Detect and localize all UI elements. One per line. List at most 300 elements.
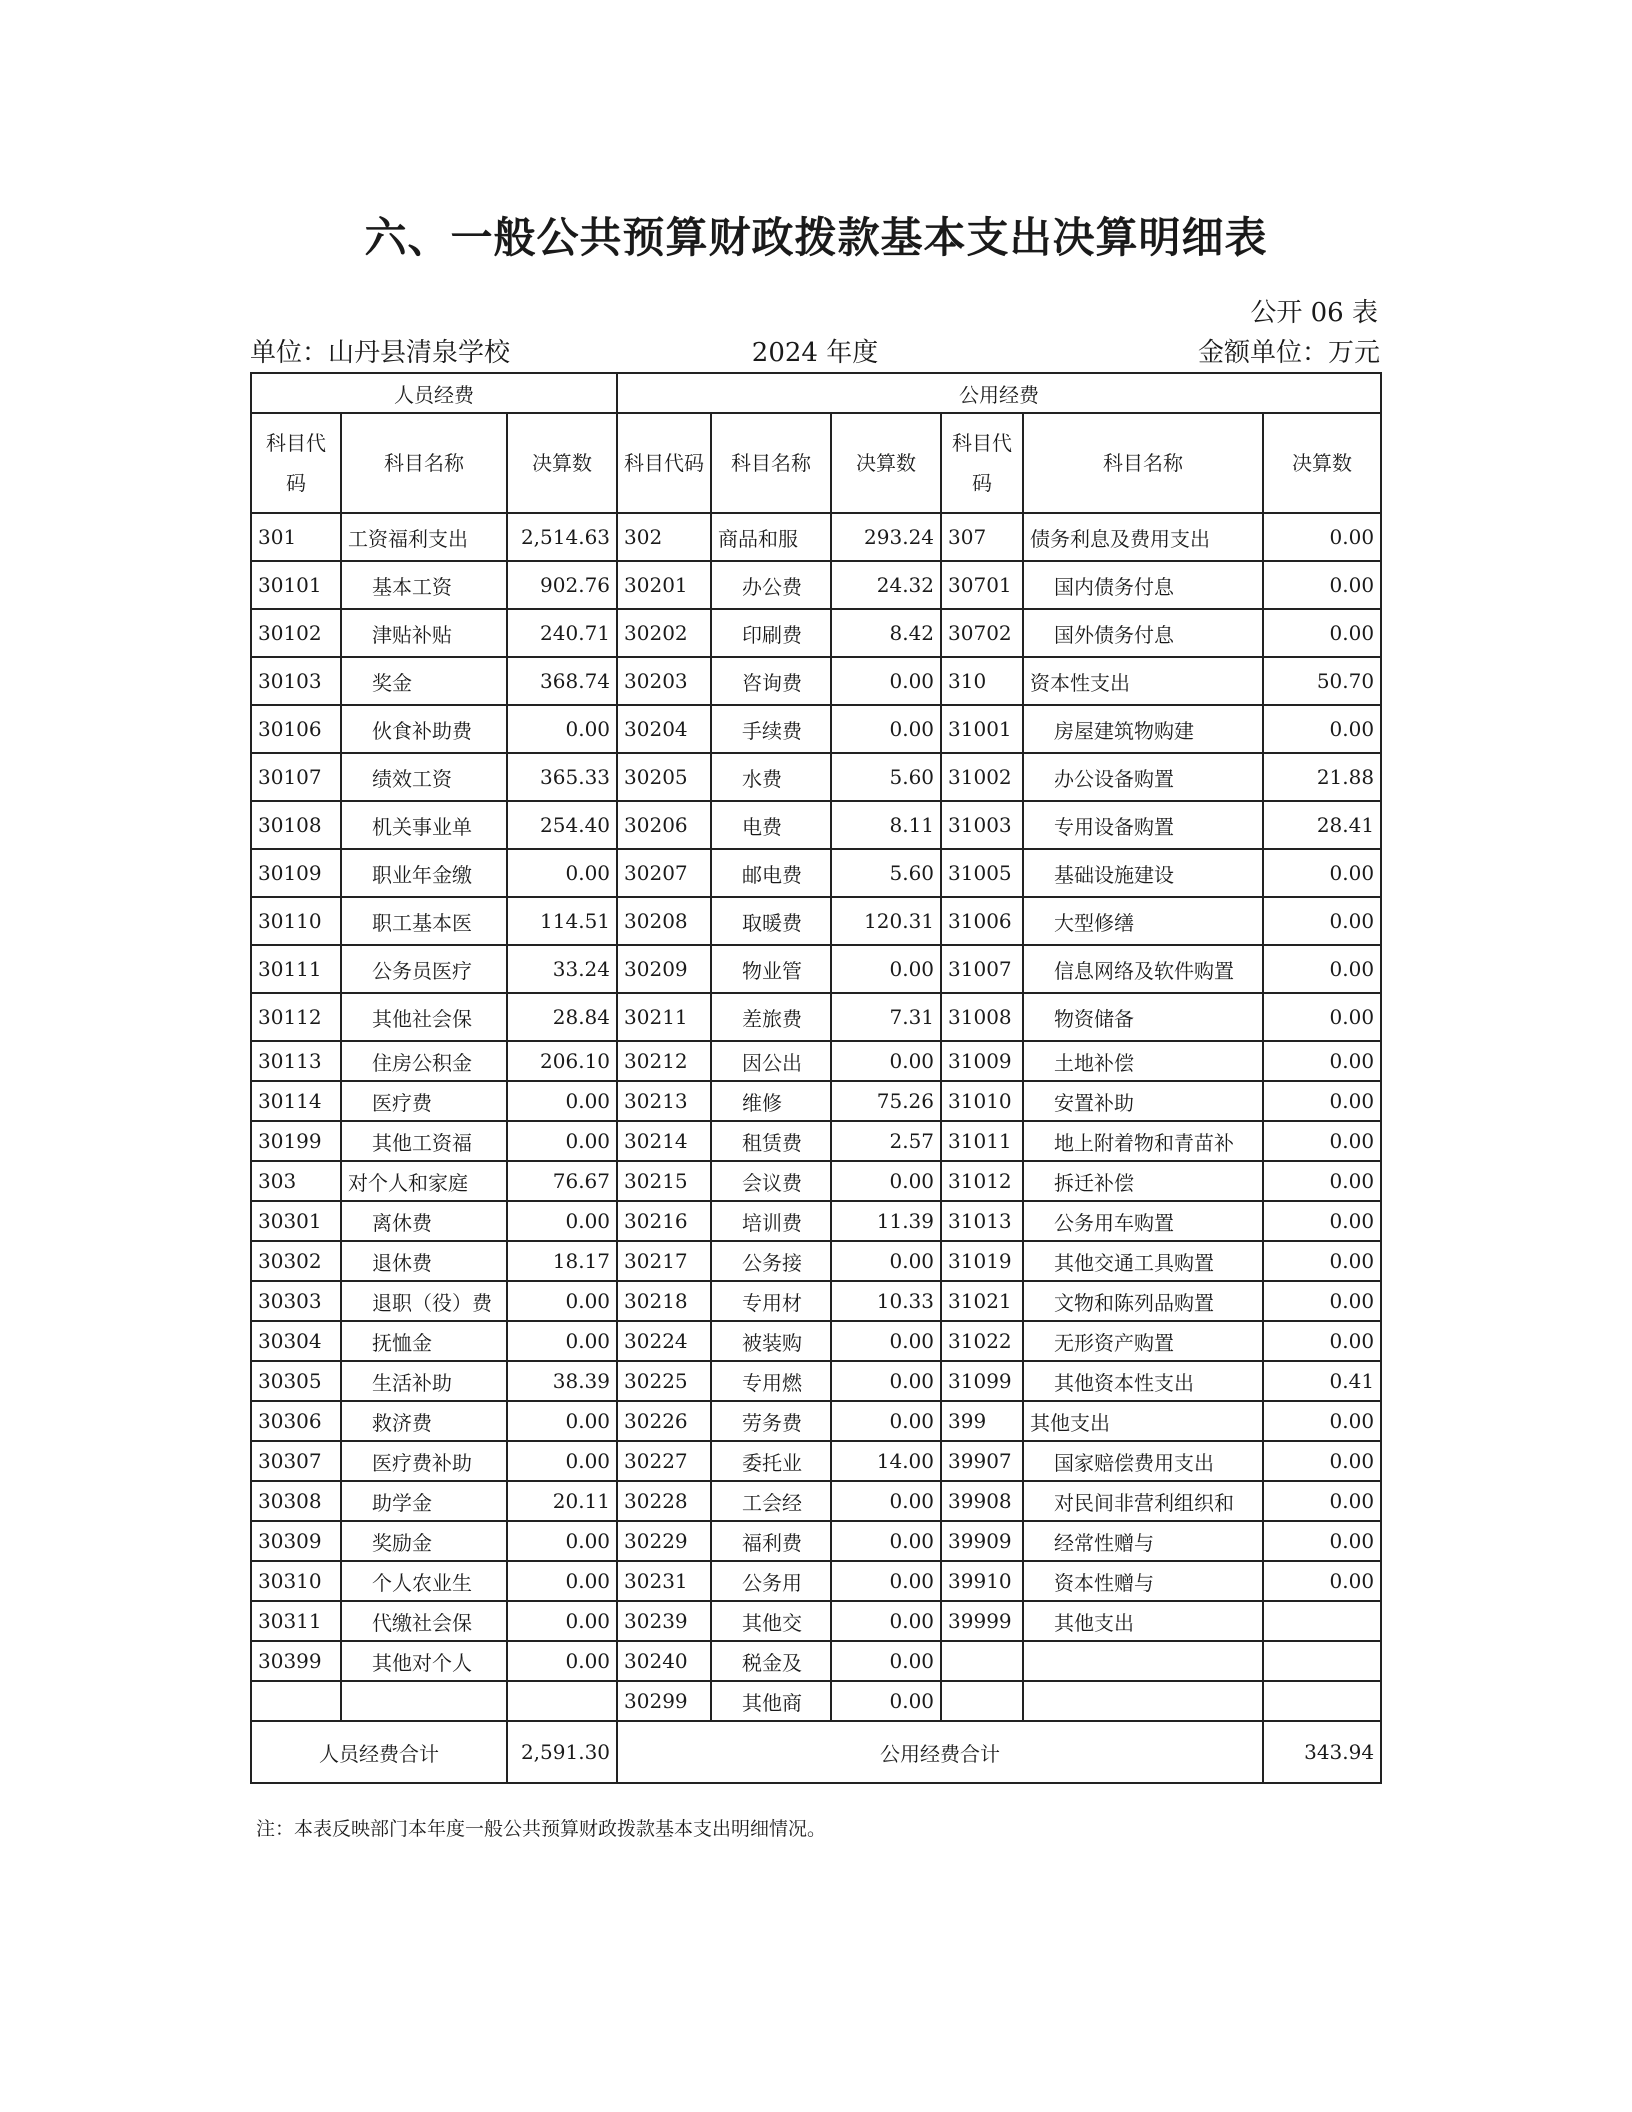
cell-code-1: 30113 xyxy=(251,1041,341,1081)
cell-name-1: 医疗费 xyxy=(341,1081,507,1121)
cell-amount-3: 28.41 xyxy=(1263,801,1381,849)
cell-name-1: 奖励金 xyxy=(341,1521,507,1561)
cell-amount-2: 0.00 xyxy=(831,1041,941,1081)
cell-amount-2: 10.33 xyxy=(831,1281,941,1321)
header-name-2: 科目名称 xyxy=(711,413,831,513)
cell-code-3: 31003 xyxy=(941,801,1023,849)
cell-name-3: 其他资本性支出 xyxy=(1023,1361,1263,1401)
cell-amount-3: 0.00 xyxy=(1263,513,1381,561)
cell-amount-1: 38.39 xyxy=(507,1361,617,1401)
cell-name-3: 房屋建筑物购建 xyxy=(1023,705,1263,753)
cell-code-1: 30308 xyxy=(251,1481,341,1521)
cell-name-1: 基本工资 xyxy=(341,561,507,609)
cell-name-1: 离休费 xyxy=(341,1201,507,1241)
cell-name-2: 手续费 xyxy=(711,705,831,753)
cell-code-1: 30199 xyxy=(251,1121,341,1161)
cell-amount-1: 0.00 xyxy=(507,705,617,753)
cell-name-2: 电费 xyxy=(711,801,831,849)
cell-name-3: 物资储备 xyxy=(1023,993,1263,1041)
table-row xyxy=(251,801,1381,849)
cell-name-2: 取暖费 xyxy=(711,897,831,945)
cell-amount-1: 2,514.63 xyxy=(507,513,617,561)
table-row xyxy=(251,513,1381,561)
public-total-label: 公用经费合计 xyxy=(617,1721,1263,1783)
cell-amount-1: 368.74 xyxy=(507,657,617,705)
cell-name-1: 生活补助 xyxy=(341,1361,507,1401)
cell-amount-3: 0.41 xyxy=(1263,1361,1381,1401)
cell-amount-3: 0.00 xyxy=(1263,993,1381,1041)
cell-amount-1: 0.00 xyxy=(507,1121,617,1161)
cell-name-1: 退休费 xyxy=(341,1241,507,1281)
cell-amount-3: 0.00 xyxy=(1263,1401,1381,1441)
cell-code-3: 399 xyxy=(941,1401,1023,1441)
cell-amount-2: 0.00 xyxy=(831,1521,941,1561)
cell-name-3: 国家赔偿费用支出 xyxy=(1023,1441,1263,1481)
cell-name-3: 公务用车购置 xyxy=(1023,1201,1263,1241)
cell-name-3: 信息网络及软件购置 xyxy=(1023,945,1263,993)
cell-name-2: 培训费 xyxy=(711,1201,831,1241)
cell-name-2: 印刷费 xyxy=(711,609,831,657)
cell-amount-2: 293.24 xyxy=(831,513,941,561)
cell-amount-3: 0.00 xyxy=(1263,1241,1381,1281)
cell-amount-1: 0.00 xyxy=(507,1561,617,1601)
header-amount-3: 决算数 xyxy=(1263,413,1381,513)
cell-amount-2: 0.00 xyxy=(831,1161,941,1201)
cell-code-1: 30309 xyxy=(251,1521,341,1561)
cell-amount-1: 365.33 xyxy=(507,753,617,801)
header-code-3: 科目代码 xyxy=(941,413,1023,513)
section-public: 公用经费 xyxy=(617,373,1381,413)
cell-amount-3: 0.00 xyxy=(1263,1041,1381,1081)
cell-code-1: 30307 xyxy=(251,1441,341,1481)
totals-row xyxy=(251,1721,1381,1783)
header-code-1: 科目代码 xyxy=(251,413,341,513)
table-row xyxy=(251,945,1381,993)
cell-amount-2: 120.31 xyxy=(831,897,941,945)
cell-code-1: 30302 xyxy=(251,1241,341,1281)
cell-code-2: 30240 xyxy=(617,1641,711,1681)
cell-amount-3: 0.00 xyxy=(1263,1561,1381,1601)
table-row xyxy=(251,1121,1381,1161)
cell-amount-3: 0.00 xyxy=(1263,897,1381,945)
cell-code-3: 310 xyxy=(941,657,1023,705)
cell-amount-3: 0.00 xyxy=(1263,705,1381,753)
cell-code-1: 30102 xyxy=(251,609,341,657)
cell-name-3: 其他支出 xyxy=(1023,1401,1263,1441)
cell-code-1: 30399 xyxy=(251,1641,341,1681)
cell-code-2: 30218 xyxy=(617,1281,711,1321)
cell-code-2: 302 xyxy=(617,513,711,561)
cell-code-3 xyxy=(941,1681,1023,1721)
cell-code-1: 30305 xyxy=(251,1361,341,1401)
header-name-1: 科目名称 xyxy=(341,413,507,513)
cell-amount-1: 0.00 xyxy=(507,1281,617,1321)
cell-name-3: 对民间非营利组织和 xyxy=(1023,1481,1263,1521)
cell-amount-2: 0.00 xyxy=(831,705,941,753)
table-row xyxy=(251,1441,1381,1481)
cell-name-1: 其他社会保 xyxy=(341,993,507,1041)
cell-name-1: 工资福利支出 xyxy=(341,513,507,561)
cell-code-1: 303 xyxy=(251,1161,341,1201)
table-row xyxy=(251,561,1381,609)
public-total-value: 343.94 xyxy=(1263,1721,1381,1783)
cell-amount-3 xyxy=(1263,1601,1381,1641)
cell-code-2: 30299 xyxy=(617,1681,711,1721)
cell-name-2: 被装购 xyxy=(711,1321,831,1361)
cell-code-2: 30204 xyxy=(617,705,711,753)
cell-amount-3: 21.88 xyxy=(1263,753,1381,801)
cell-amount-1: 33.24 xyxy=(507,945,617,993)
cell-name-2: 税金及 xyxy=(711,1641,831,1681)
table-row xyxy=(251,1561,1381,1601)
cell-name-1 xyxy=(341,1681,507,1721)
cell-name-1: 机关事业单 xyxy=(341,801,507,849)
cell-name-2: 办公费 xyxy=(711,561,831,609)
cell-name-1: 伙食补助费 xyxy=(341,705,507,753)
cell-name-1: 公务员医疗 xyxy=(341,945,507,993)
cell-code-3: 30701 xyxy=(941,561,1023,609)
year-label: 2024 年度 xyxy=(751,338,879,368)
cell-code-2: 30228 xyxy=(617,1481,711,1521)
cell-code-2: 30211 xyxy=(617,993,711,1041)
cell-code-2: 30215 xyxy=(617,1161,711,1201)
cell-amount-2: 8.11 xyxy=(831,801,941,849)
cell-code-3: 31008 xyxy=(941,993,1023,1041)
section-header-row xyxy=(251,373,1381,413)
cell-code-1: 30110 xyxy=(251,897,341,945)
cell-amount-2: 24.32 xyxy=(831,561,941,609)
cell-code-2: 30213 xyxy=(617,1081,711,1121)
cell-name-3: 办公设备购置 xyxy=(1023,753,1263,801)
cell-name-3: 经常性赠与 xyxy=(1023,1521,1263,1561)
cell-amount-2: 0.00 xyxy=(831,945,941,993)
cell-name-2: 其他交 xyxy=(711,1601,831,1641)
cell-amount-1: 18.17 xyxy=(507,1241,617,1281)
cell-name-3: 专用设备购置 xyxy=(1023,801,1263,849)
cell-amount-1: 240.71 xyxy=(507,609,617,657)
cell-code-3: 39999 xyxy=(941,1601,1023,1641)
cell-name-2: 工会经 xyxy=(711,1481,831,1521)
cell-amount-1: 902.76 xyxy=(507,561,617,609)
cell-name-3: 国内债务付息 xyxy=(1023,561,1263,609)
cell-code-1: 30111 xyxy=(251,945,341,993)
table-row xyxy=(251,609,1381,657)
table-row xyxy=(251,1201,1381,1241)
cell-amount-1: 206.10 xyxy=(507,1041,617,1081)
cell-code-2: 30206 xyxy=(617,801,711,849)
cell-name-1: 其他工资福 xyxy=(341,1121,507,1161)
cell-amount-2: 7.31 xyxy=(831,993,941,1041)
cell-amount-3: 0.00 xyxy=(1263,1081,1381,1121)
cell-name-1: 退职（役）费 xyxy=(341,1281,507,1321)
cell-amount-2: 75.26 xyxy=(831,1081,941,1121)
cell-name-1: 津贴补贴 xyxy=(341,609,507,657)
cell-code-1: 30101 xyxy=(251,561,341,609)
cell-amount-1: 0.00 xyxy=(507,1641,617,1681)
cell-name-3: 资本性赠与 xyxy=(1023,1561,1263,1601)
table-row xyxy=(251,849,1381,897)
cell-amount-2: 0.00 xyxy=(831,1321,941,1361)
table-row xyxy=(251,657,1381,705)
cell-amount-3: 0.00 xyxy=(1263,1161,1381,1201)
section-personnel: 人员经费 xyxy=(251,373,617,413)
table-row xyxy=(251,1321,1381,1361)
cell-name-2: 水费 xyxy=(711,753,831,801)
cell-amount-3: 0.00 xyxy=(1263,1201,1381,1241)
cell-code-3: 31007 xyxy=(941,945,1023,993)
cell-amount-2: 0.00 xyxy=(831,1241,941,1281)
cell-code-3: 31001 xyxy=(941,705,1023,753)
cell-name-3: 无形资产购置 xyxy=(1023,1321,1263,1361)
cell-name-3: 资本性支出 xyxy=(1023,657,1263,705)
unit-label: 单位：山丹县清泉学校 xyxy=(250,338,511,368)
cell-name-3: 其他交通工具购置 xyxy=(1023,1241,1263,1281)
cell-code-3: 30702 xyxy=(941,609,1023,657)
cell-code-2: 30229 xyxy=(617,1521,711,1561)
cell-amount-2: 0.00 xyxy=(831,1481,941,1521)
cell-amount-1: 76.67 xyxy=(507,1161,617,1201)
cell-name-2: 公务接 xyxy=(711,1241,831,1281)
cell-amount-2: 11.39 xyxy=(831,1201,941,1241)
cell-code-3: 31012 xyxy=(941,1161,1023,1201)
cell-code-1: 30301 xyxy=(251,1201,341,1241)
cell-amount-3: 0.00 xyxy=(1263,609,1381,657)
cell-name-2: 专用燃 xyxy=(711,1361,831,1401)
column-header-row xyxy=(251,413,1381,513)
cell-name-2: 福利费 xyxy=(711,1521,831,1561)
cell-amount-2: 0.00 xyxy=(831,1681,941,1721)
cell-amount-3 xyxy=(1263,1681,1381,1721)
cell-amount-2: 0.00 xyxy=(831,1641,941,1681)
cell-name-1: 职业年金缴 xyxy=(341,849,507,897)
cell-code-3: 31011 xyxy=(941,1121,1023,1161)
cell-name-3: 地上附着物和青苗补 xyxy=(1023,1121,1263,1161)
cell-code-3: 39909 xyxy=(941,1521,1023,1561)
expenditure-table xyxy=(250,372,1382,1784)
cell-code-3: 307 xyxy=(941,513,1023,561)
cell-amount-1: 0.00 xyxy=(507,1081,617,1121)
cell-code-2: 30202 xyxy=(617,609,711,657)
cell-code-1: 30109 xyxy=(251,849,341,897)
cell-code-2: 30201 xyxy=(617,561,711,609)
cell-amount-2: 5.60 xyxy=(831,753,941,801)
cell-name-3: 债务利息及费用支出 xyxy=(1023,513,1263,561)
cell-code-1: 30306 xyxy=(251,1401,341,1441)
cell-amount-3: 0.00 xyxy=(1263,1521,1381,1561)
cell-amount-3 xyxy=(1263,1641,1381,1681)
cell-name-2: 差旅费 xyxy=(711,993,831,1041)
cell-amount-1: 0.00 xyxy=(507,849,617,897)
cell-name-2: 咨询费 xyxy=(711,657,831,705)
cell-code-3: 31013 xyxy=(941,1201,1023,1241)
table-row xyxy=(251,753,1381,801)
cell-amount-1: 0.00 xyxy=(507,1201,617,1241)
cell-code-3 xyxy=(941,1641,1023,1681)
cell-code-2: 30239 xyxy=(617,1601,711,1641)
table-row xyxy=(251,1361,1381,1401)
cell-name-2: 其他商 xyxy=(711,1681,831,1721)
cell-amount-1: 0.00 xyxy=(507,1601,617,1641)
page-title: 六、一般公共预算财政拨款基本支出决算明细表 xyxy=(364,213,1268,262)
cell-name-2: 维修 xyxy=(711,1081,831,1121)
cell-code-2: 30212 xyxy=(617,1041,711,1081)
cell-amount-2: 2.57 xyxy=(831,1121,941,1161)
cell-amount-3: 0.00 xyxy=(1263,1441,1381,1481)
cell-code-2: 30209 xyxy=(617,945,711,993)
cell-amount-3: 50.70 xyxy=(1263,657,1381,705)
table-row xyxy=(251,993,1381,1041)
cell-amount-3: 0.00 xyxy=(1263,849,1381,897)
header-name-3: 科目名称 xyxy=(1023,413,1263,513)
cell-name-1: 抚恤金 xyxy=(341,1321,507,1361)
cell-code-1: 30310 xyxy=(251,1561,341,1601)
cell-name-3: 其他支出 xyxy=(1023,1601,1263,1641)
cell-amount-2: 0.00 xyxy=(831,657,941,705)
cell-code-1: 30103 xyxy=(251,657,341,705)
cell-code-3: 31022 xyxy=(941,1321,1023,1361)
money-unit-label: 金额单位：万元 xyxy=(1197,338,1380,368)
cell-code-1: 30106 xyxy=(251,705,341,753)
cell-name-2: 公务用 xyxy=(711,1561,831,1601)
cell-amount-1: 0.00 xyxy=(507,1401,617,1441)
cell-name-1: 个人农业生 xyxy=(341,1561,507,1601)
header-code-2: 科目代码 xyxy=(617,413,711,513)
cell-name-2: 商品和服 xyxy=(711,513,831,561)
cell-code-1: 301 xyxy=(251,513,341,561)
table-row xyxy=(251,1161,1381,1201)
cell-code-1: 30311 xyxy=(251,1601,341,1641)
cell-name-1: 其他对个人 xyxy=(341,1641,507,1681)
cell-amount-3: 0.00 xyxy=(1263,945,1381,993)
cell-code-2: 30231 xyxy=(617,1561,711,1601)
cell-amount-2: 0.00 xyxy=(831,1561,941,1601)
cell-amount-1: 0.00 xyxy=(507,1321,617,1361)
cell-name-3: 国外债务付息 xyxy=(1023,609,1263,657)
cell-name-1: 代缴社会保 xyxy=(341,1601,507,1641)
table-row xyxy=(251,1081,1381,1121)
cell-code-2: 30227 xyxy=(617,1441,711,1481)
cell-amount-1: 20.11 xyxy=(507,1481,617,1521)
cell-code-3: 31009 xyxy=(941,1041,1023,1081)
table-row xyxy=(251,1681,1381,1721)
cell-amount-1: 0.00 xyxy=(507,1521,617,1561)
cell-amount-1: 0.00 xyxy=(507,1441,617,1481)
cell-amount-3: 0.00 xyxy=(1263,1121,1381,1161)
cell-amount-1 xyxy=(507,1681,617,1721)
cell-code-2: 30216 xyxy=(617,1201,711,1241)
cell-name-3: 文物和陈列品购置 xyxy=(1023,1281,1263,1321)
cell-amount-1: 28.84 xyxy=(507,993,617,1041)
cell-name-1: 助学金 xyxy=(341,1481,507,1521)
cell-code-3: 31019 xyxy=(941,1241,1023,1281)
cell-code-3: 39910 xyxy=(941,1561,1023,1601)
cell-code-2: 30205 xyxy=(617,753,711,801)
footnote: 注：本表反映部门本年度一般公共预算财政拨款基本支出明细情况。 xyxy=(256,1818,827,1840)
cell-name-3: 基础设施建设 xyxy=(1023,849,1263,897)
cell-code-1: 30303 xyxy=(251,1281,341,1321)
cell-amount-3: 0.00 xyxy=(1263,1321,1381,1361)
cell-name-1: 对个人和家庭 xyxy=(341,1161,507,1201)
cell-code-2: 30208 xyxy=(617,897,711,945)
table-row xyxy=(251,1041,1381,1081)
cell-name-2: 邮电费 xyxy=(711,849,831,897)
cell-code-1 xyxy=(251,1681,341,1721)
cell-name-1: 住房公积金 xyxy=(341,1041,507,1081)
cell-code-3: 31006 xyxy=(941,897,1023,945)
table-row xyxy=(251,1521,1381,1561)
cell-name-2: 物业管 xyxy=(711,945,831,993)
cell-code-1: 30112 xyxy=(251,993,341,1041)
cell-code-2: 30203 xyxy=(617,657,711,705)
table-row xyxy=(251,1241,1381,1281)
cell-name-1: 绩效工资 xyxy=(341,753,507,801)
cell-name-2: 租赁费 xyxy=(711,1121,831,1161)
table-row xyxy=(251,1481,1381,1521)
table-row xyxy=(251,1281,1381,1321)
cell-amount-1: 114.51 xyxy=(507,897,617,945)
personnel-total-value: 2,591.30 xyxy=(507,1721,617,1783)
header-amount-2: 决算数 xyxy=(831,413,941,513)
cell-code-1: 30108 xyxy=(251,801,341,849)
cell-name-3: 土地补偿 xyxy=(1023,1041,1263,1081)
table-row xyxy=(251,1601,1381,1641)
meta-line xyxy=(250,332,1380,368)
cell-code-1: 30107 xyxy=(251,753,341,801)
personnel-total-label: 人员经费合计 xyxy=(251,1721,507,1783)
cell-name-1: 医疗费补助 xyxy=(341,1441,507,1481)
cell-amount-2: 8.42 xyxy=(831,609,941,657)
cell-name-1: 救济费 xyxy=(341,1401,507,1441)
form-number: 公开 06 表 xyxy=(1250,298,1378,328)
table-row xyxy=(251,1641,1381,1681)
cell-code-3: 31005 xyxy=(941,849,1023,897)
header-amount-1: 决算数 xyxy=(507,413,617,513)
cell-amount-3: 0.00 xyxy=(1263,561,1381,609)
cell-name-3: 安置补助 xyxy=(1023,1081,1263,1121)
cell-name-3: 拆迁补偿 xyxy=(1023,1161,1263,1201)
cell-code-2: 30226 xyxy=(617,1401,711,1441)
table-row xyxy=(251,705,1381,753)
cell-code-2: 30225 xyxy=(617,1361,711,1401)
cell-code-3: 31010 xyxy=(941,1081,1023,1121)
cell-name-1: 奖金 xyxy=(341,657,507,705)
cell-name-3 xyxy=(1023,1681,1263,1721)
table-row xyxy=(251,1401,1381,1441)
cell-amount-2: 0.00 xyxy=(831,1401,941,1441)
cell-code-1: 30304 xyxy=(251,1321,341,1361)
cell-name-2: 因公出 xyxy=(711,1041,831,1081)
cell-amount-2: 0.00 xyxy=(831,1361,941,1401)
cell-name-3 xyxy=(1023,1641,1263,1681)
table-row xyxy=(251,897,1381,945)
cell-name-1: 职工基本医 xyxy=(341,897,507,945)
cell-amount-2: 5.60 xyxy=(831,849,941,897)
cell-name-3: 大型修缮 xyxy=(1023,897,1263,945)
cell-code-3: 39908 xyxy=(941,1481,1023,1521)
cell-name-2: 委托业 xyxy=(711,1441,831,1481)
cell-amount-2: 14.00 xyxy=(831,1441,941,1481)
cell-code-2: 30207 xyxy=(617,849,711,897)
cell-code-3: 31021 xyxy=(941,1281,1023,1321)
cell-amount-3: 0.00 xyxy=(1263,1481,1381,1521)
cell-code-2: 30217 xyxy=(617,1241,711,1281)
cell-name-2: 劳务费 xyxy=(711,1401,831,1441)
cell-code-3: 39907 xyxy=(941,1441,1023,1481)
cell-name-2: 专用材 xyxy=(711,1281,831,1321)
cell-code-3: 31099 xyxy=(941,1361,1023,1401)
cell-amount-3: 0.00 xyxy=(1263,1281,1381,1321)
cell-amount-1: 254.40 xyxy=(507,801,617,849)
